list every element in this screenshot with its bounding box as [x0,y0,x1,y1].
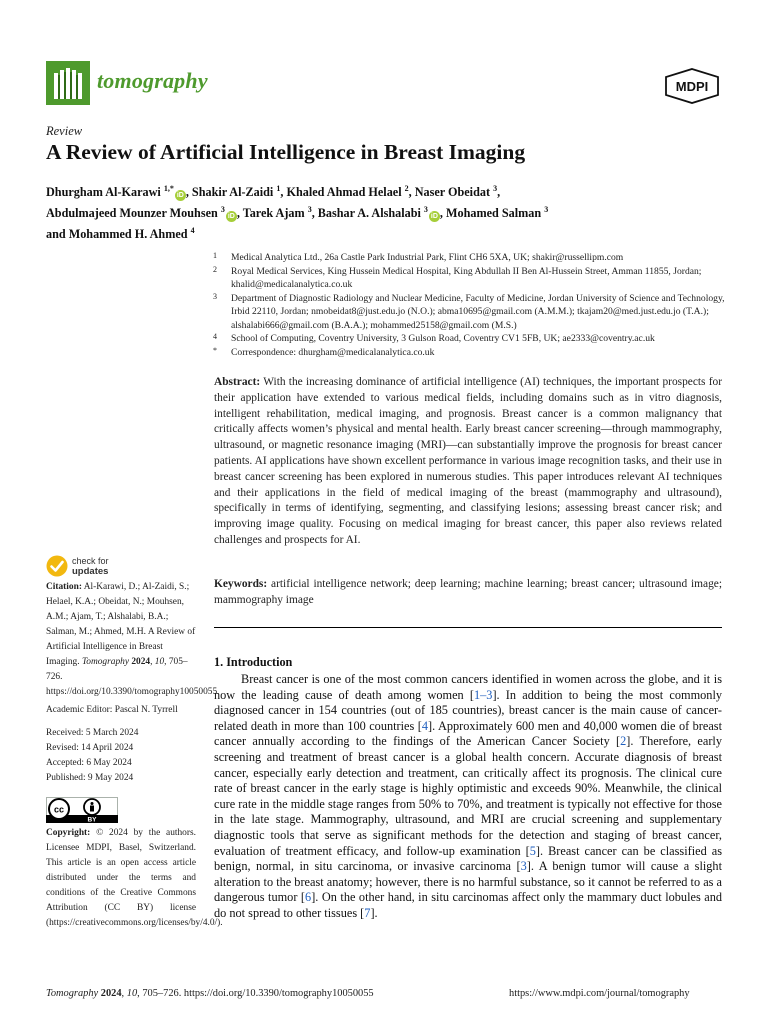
author-affil-mark: 3 [423,205,428,214]
citation-link[interactable]: 5 [529,843,536,858]
affiliation-item: 4 School of Computing, Coventry University, 3 Gulson Road, Coventry CV1 5FB, UK; ae2333@coventry.ac.uk [213,332,655,344]
introduction-paragraph: Breast cancer is one of the most common cancers identified in women across the globe, and it is now the leading cause of death among women [1–3]. In addition to being the most commonly diagnosed cancer in 154 countries (out of 185 countries), breast cancer is the main cause of cancer-related death in more than 100 countries [4]. Approximately 600 men and 40,000 women die of breast cancer annually according to the findings of the American Cancer Society [2]. Therefore, early screening and treatment of breast cancer is a global health concern. Accurate diagnosis of breast cancer, especially early detection and treatment, can critically affect its prognosis. The clinical cure rate of breast cancer in the early stage is highly optimistic and exceeds 90%. Meanwhile, the clinical cure rate in the middle stage ranges from 50% to 70%, and treatment is typically not effective for those in the late stage. Mammography, ultrasound, and MRI are crucial screening and supplementary diagnostic tools that serve as significant methods for the detection and staging of breast cancer, evaluation of treatment efficacy, and follow-up examination [5]. Breast cancer can be classified as benign, normal, in situ carcinoma, or invasive carcinoma [3]. A benign tumor will cause a slight alteration to the breast anatomy; however, there is no harmful substance, so it cannot be referred to as a dangerous tumor [6]. On the other hand, in situ carcinomas affect only the mammary duct lobules and do not spread to other tissues [7]. [214,672,723,920]
abstract-text: With the increasing dominance of artificial intelligence (AI) techniques, the important prospects for their application have extended to various medical fields, including domains such as in vitro diagnosis, intelligent rehabilitation, medical imaging, and prognosis. Breast cancer is a common malignancy that critically affects women’s physical and mental health. Early breast cancer screening—through mammography, ultrasound, or magnetic resonance imaging (MRI)—can substantially improve the prognosis for breast cancer patients. AI applications have shown excellent performance in various image recognition tasks, and their use in breast cancer screening has been explored in numerous studies. This paper introduces relevant AI techniques and their applications in the field of medical imaging of the breast (mammography and ultrasound), specifically in terms of identifying, segmenting, and classifying lesions; assessing breast cancer risk; and improving image quality. Focusing on medical imaging for breast cancer, this paper also reviews related challenges and prospects for AI. [214,376,722,546]
publisher-name: MDPI [675,79,709,94]
date-revised: Revised: 14 April 2024 [46,743,134,753]
check-updates-icon [46,555,68,577]
author[interactable]: Bashar A. Alshalabi $^3$iD [317,205,438,220]
citation-link[interactable]: 4 [421,718,428,733]
author-affil-mark: 1 [276,184,281,193]
author-line-3: and Mohammed H. Ahmed $^4$ [46,226,195,241]
citation-block: Citation: Al-Karawi, D.; Al-Zaidi, S.; Helael, K.A.; Obeidat, N.; Mouhsen, A.M.; Ajam, T.; Alshalabi, B.A.; Salman, M.; Ahmed, M.H. A Review of Artificial Intelligence in Breast Imaging. Tomography 2024, 10, 705–726. https://doi.org/10.3390/tomography10050055 [46,582,218,697]
copyright-label: Copyright: [46,828,91,838]
citation-label: Citation: [46,582,82,592]
citation-link[interactable]: 6 [305,890,312,905]
affiliation-item: 3 Department of Diagnostic Radiology and Nuclear Medicine, Faculty of Medicine, Jordan University of Science and Technology, Irbid 22110, Jordan; nmobeidat8@just.edu.jo (N.O.); abma10695@gmail.com (A.M.M.); tkajam20@med.just.edu.jo (T.A.); alshalabi666@gmail.com (B.A.A.); mohammed25158@gmail.com (M.S.) [213,291,725,331]
author-affil-mark: 3 [493,184,498,193]
orcid-icon[interactable]: iD [176,192,184,199]
author-line-2: Abdulmajeed Mounzer Mouhsen $^3$iD , Tarek Ajam $^3$, Bashar A. Alshalabi $^3$iD , Mohamed Salman $^3$ [46,205,549,220]
check-for-updates-button[interactable] [46,555,128,579]
author-affil-mark: 3 [220,205,225,214]
date-received: Received: 5 March 2024 [46,728,139,738]
author-affil-mark: 3 [544,205,549,214]
footer-citation: Tomography 2024, 10, 705–726. https://doi.org/10.3390/tomography10050055 [46,988,374,999]
abstract [214,375,722,549]
citation-link[interactable]: 1–3 [473,687,493,702]
author-affil-mark: 4 [190,226,195,235]
affiliation-list [213,251,725,359]
author[interactable]: Khaled Ahmad Helael $^2$ [286,184,409,199]
publication-dates [46,726,196,786]
footer-journal-url[interactable]: https://www.mdpi.com/journal/tomography [509,988,690,999]
article-type: Review [46,124,83,138]
orcid-icon[interactable]: iD [227,213,235,220]
affiliation-mark: 3 [213,291,217,301]
keywords-text: artificial intelligence network; deep learning; machine learning; breast cancer; ultrasound image; mammography image [214,578,722,606]
author[interactable]: Abdulmajeed Mounzer Mouhsen $^3$iD [46,205,235,220]
author-affil-mark: 1,* [163,184,174,193]
affiliation-item: 2 Royal Medical Services, King Hussein Medical Hospital, King Abdullah II Ben Al-Hussein Street, Amman 11855, Jordan; khalid@medicalanalytica.co.uk [213,264,702,290]
author[interactable]: Naser Obeidat $^3$ [414,184,498,199]
affiliation-mark: 4 [213,332,217,341]
cc-by-license-icon[interactable] [46,797,118,823]
citation-link[interactable]: 7 [364,905,371,920]
section-heading: 1. Introduction [214,655,293,669]
author[interactable]: Mohamed Salman $^3$ [446,205,549,220]
abstract-label: Abstract: [214,376,261,388]
affiliation-mark: 1 [213,251,217,260]
keywords [214,577,722,609]
section-divider [214,627,722,628]
affiliation-mark: * [213,345,217,355]
author-line-1: Dhurgham Al-Karawi $^{1,*}$iD , Shakir Al-Zaidi $^1$, Khaled Ahmad Helael $^2$, Naser Obeidat $^3$, [46,184,501,199]
author-affil-mark: 2 [404,184,409,193]
svg-text:cc: cc [53,804,65,815]
date-accepted: Accepted: 6 May 2024 [46,758,132,768]
footer-doi-link[interactable]: 705–726. https://doi.org/10.3390/tomography10050055 [142,988,374,999]
check-updates-label: check for [72,556,109,566]
academic-editor: Academic Editor: Pascal N. Tyrrell [46,705,178,715]
author[interactable]: Mohammed H. Ahmed $^4$ [68,226,195,241]
journal-logo-icon[interactable] [46,61,90,105]
author[interactable]: Dhurgham Al-Karawi $^{1,*}$iD [46,184,184,199]
citation-link[interactable]: 2 [620,734,627,749]
citation-doi[interactable]: 705–726. https://doi.org/10.3390/tomography10050055 [46,657,218,697]
cc-by-label: BY [87,816,97,823]
author[interactable]: Tarek Ajam $^3$ [242,205,312,220]
affiliation-item: 1 Medical Analytica Ltd., 26a Castle Park Industrial Park, Flint CH6 5XA, UK; shakir@russellipm.com [213,251,624,263]
orcid-icon[interactable]: iD [430,213,438,220]
author[interactable]: Shakir Al-Zaidi $^1$ [191,184,281,199]
correspondence-item: * Correspondence: dhurgham@medicalanalytica.co.uk [213,345,435,358]
journal-name[interactable]: tomography [97,68,208,93]
mdpi-logo-icon[interactable] [664,68,720,104]
copyright-block: Copyright: © 2024 by the authors. Licensee MDPI, Basel, Switzerland. This article is an open access article distributed under the terms and conditions of the Creative Commons Attribution (CC BY) license (https://creativecommons.org/licenses/by/4.0/). [46,828,223,928]
author-list [46,180,726,243]
page-title: A Review of Artificial Intelligence in Breast Imaging [46,140,526,164]
date-published: Published: 9 May 2024 [46,773,134,783]
citation-link[interactable]: 3 [520,859,527,874]
affiliation-mark: 2 [213,264,217,274]
check-updates-label-bold: updates [72,566,109,577]
author-affil-mark: 3 [307,205,312,214]
keywords-label: Keywords: [214,578,268,590]
